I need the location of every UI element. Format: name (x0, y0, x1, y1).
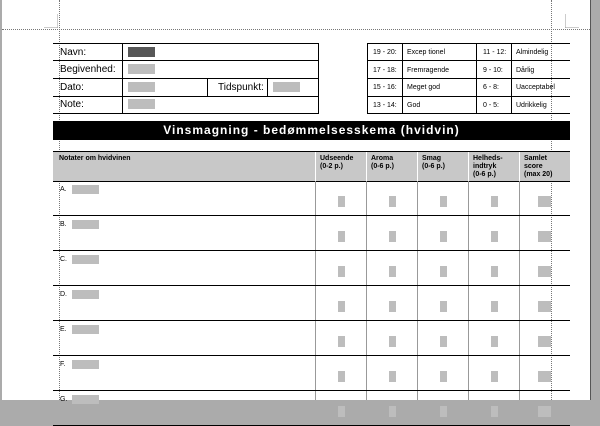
scale-range: 6 - 8: (483, 84, 499, 91)
aroma-score-field[interactable] (389, 406, 396, 417)
taste-score-field[interactable] (440, 336, 447, 347)
wine-notes-field[interactable] (72, 290, 99, 299)
overall-score-field[interactable] (491, 406, 498, 417)
note-label: Note: (60, 99, 84, 110)
event-label: Begivenhed: (60, 64, 116, 75)
scale-range: 11 - 12: (483, 49, 507, 56)
overall-score-field[interactable] (491, 371, 498, 382)
total-score-field[interactable] (538, 406, 551, 417)
row-label: E. (60, 326, 67, 333)
scale-description: Excep tionel (407, 49, 446, 56)
row-divider (53, 355, 570, 356)
taste-score-field[interactable] (440, 231, 447, 242)
name-field[interactable] (128, 47, 155, 57)
scale-description: God (407, 102, 421, 109)
aroma-score-field[interactable] (389, 196, 396, 207)
date-field[interactable] (128, 82, 155, 92)
scale-range: 0 - 5: (483, 102, 499, 109)
total-score-field[interactable] (538, 266, 551, 277)
row-divider (53, 250, 570, 251)
total-score-field[interactable] (538, 371, 551, 382)
appearance-score-field[interactable] (338, 196, 345, 207)
column-header-notes: Notater om hvidvinen (59, 155, 131, 162)
appearance-score-field[interactable] (338, 371, 345, 382)
row-divider (53, 320, 570, 321)
scale-description: Uacceptabel (516, 84, 555, 91)
top-margin-guide (2, 29, 590, 30)
overall-score-field[interactable] (491, 231, 498, 242)
name-label: Navn: (60, 47, 87, 58)
overall-score-field[interactable] (491, 301, 498, 312)
appearance-score-field[interactable] (338, 336, 345, 347)
row-label: A. (60, 186, 67, 193)
taste-score-field[interactable] (440, 301, 447, 312)
scale-range: 9 - 10: (483, 67, 503, 74)
note-field[interactable] (128, 99, 155, 109)
row-divider (53, 390, 570, 391)
wine-notes-field[interactable] (72, 220, 99, 229)
total-score-field[interactable] (538, 231, 551, 242)
crop-mark-icon (565, 14, 579, 28)
total-score-field[interactable] (538, 336, 551, 347)
taste-score-field[interactable] (440, 406, 447, 417)
total-score-field[interactable] (538, 301, 551, 312)
column-header-total: Samlet score (max 20) (524, 155, 553, 178)
appearance-score-field[interactable] (338, 231, 345, 242)
scale-range: 19 - 20: (373, 49, 397, 56)
aroma-score-field[interactable] (389, 371, 396, 382)
column-header-aroma: Aroma (0-6 p.) (371, 155, 394, 170)
appearance-score-field[interactable] (338, 266, 345, 277)
date-label: Dato: (60, 82, 84, 93)
aroma-score-field[interactable] (389, 336, 396, 347)
form-title: Vinsmagning - bedømmelsesskema (hvidvin) (53, 121, 570, 140)
taste-score-field[interactable] (440, 266, 447, 277)
row-label: C. (60, 256, 67, 263)
aroma-score-field[interactable] (389, 266, 396, 277)
row-label: F. (60, 361, 66, 368)
overall-score-field[interactable] (491, 266, 498, 277)
row-label: G. (60, 396, 68, 403)
aroma-score-field[interactable] (389, 301, 396, 312)
row-divider (53, 215, 570, 216)
overall-score-field[interactable] (491, 196, 498, 207)
appearance-score-field[interactable] (338, 301, 345, 312)
total-score-field[interactable] (538, 196, 551, 207)
time-field[interactable] (273, 82, 300, 92)
taste-score-field[interactable] (440, 196, 447, 207)
wine-notes-field[interactable] (72, 360, 99, 369)
time-label: Tidspunkt: (218, 82, 264, 93)
wine-notes-field[interactable] (72, 185, 99, 194)
event-field[interactable] (128, 64, 155, 74)
scale-range: 13 - 14: (373, 102, 397, 109)
taste-score-field[interactable] (440, 371, 447, 382)
row-label: B. (60, 221, 67, 228)
wine-notes-field[interactable] (72, 255, 99, 264)
appearance-score-field[interactable] (338, 406, 345, 417)
crop-mark-icon (44, 14, 58, 28)
document-page (2, 0, 591, 403)
scale-range: 15 - 16: (373, 84, 397, 91)
row-divider (53, 285, 570, 286)
table-header (53, 151, 570, 182)
scale-description: Fremragende (407, 67, 450, 74)
row-label: D. (60, 291, 67, 298)
column-header-overall: Helheds- indtryk (0-6 p.) (473, 155, 503, 178)
scale-description: Udrikkelig (516, 102, 547, 109)
aroma-score-field[interactable] (389, 231, 396, 242)
wine-notes-field[interactable] (72, 325, 99, 334)
overall-score-field[interactable] (491, 336, 498, 347)
scale-description: Meget god (407, 84, 441, 91)
column-header-appearance: Udseende (0-2 p.) (320, 155, 354, 170)
scale-range: 17 - 18: (373, 67, 397, 74)
scale-description: Dårlig (516, 67, 535, 74)
column-header-taste: Smag (0-6 p.) (422, 155, 445, 170)
scale-description: Almindelig (516, 49, 549, 56)
